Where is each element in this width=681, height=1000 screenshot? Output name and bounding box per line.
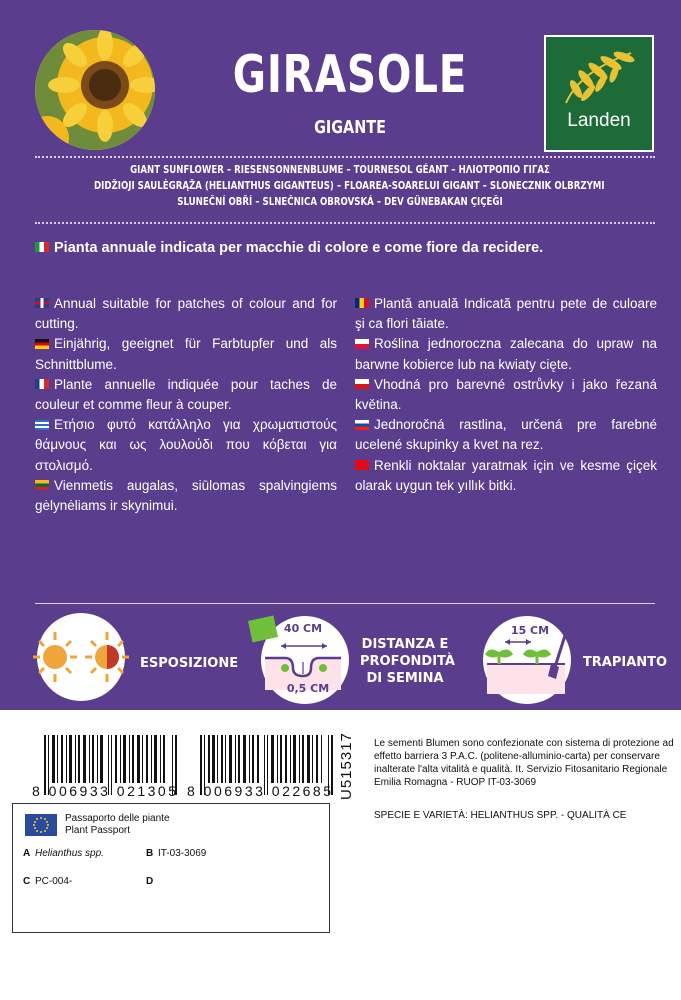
divider <box>35 222 655 224</box>
passport-d-label: D <box>146 876 154 887</box>
eu-flag-icon <box>25 814 57 836</box>
poland-flag-icon <box>355 339 369 349</box>
depth-value: 0,5 CM <box>286 682 330 695</box>
passport-a-value: Helianthus spp. <box>35 848 104 859</box>
czech-flag-icon <box>355 379 369 389</box>
sowing-distance-label: DISTANZA E PROFONDITÀ DI SEMINA <box>360 637 455 686</box>
product-subtitle: GIGANTE <box>314 117 386 138</box>
exposure-label: ESPOSIZIONE <box>140 656 239 671</box>
desc-gr: Ετήσιο φυτό κατάλληλο για χρωματιστούς θάμνους και ως λουλούδι που κόβεται για στολισμό. <box>35 417 337 473</box>
romania-flag-icon <box>355 298 369 308</box>
desc-pl: Roślina jednoroczna zalecana do upraw na barwne kobierce lub na kwiaty cięte. <box>355 336 657 372</box>
plant-passport <box>12 803 330 933</box>
leaf-icon <box>546 41 652 111</box>
passport-b-label: B <box>146 848 154 859</box>
barcode-2-number: 8 006933 022685 <box>187 783 334 799</box>
desc-cz: Vhodná pro barevné ostrůvky i jako řezaná květina. <box>355 376 657 413</box>
greece-flag-icon <box>35 420 49 430</box>
transplant-distance-value: 15 CM <box>510 624 550 637</box>
names-line: DIDŽIOJI SAULĖGRĄŽA (HELIANTHUS GIGANTEUS) – FLOAREA-SOARELUI GIGANT – SLONECZNIK OLBRZYMI <box>94 180 605 192</box>
landen-logo <box>544 35 654 152</box>
desc-fr: Plante annuelle indiquée pour taches de couleur et comme fleur à couper. <box>35 376 337 413</box>
desc-tr: Renkli noktalar yaratmak için ve kesme çiçek olarak uygun tek yıllık bitki. <box>355 457 657 493</box>
divider <box>35 156 655 158</box>
transplant-label: TRAPIANTO <box>582 655 668 670</box>
description-column-left <box>35 294 337 516</box>
desc-sk: Jednoročná rastlina, určená pre farebné ucelené skupinky a kvet na rez. <box>355 417 657 453</box>
barcode-1-number: 8 006933 021305 <box>32 783 179 799</box>
packaging-note: Le sementi Blumen sono confezionate con sistema di protezione ad effetto barriera 3 P.A.C. (politene-alluminio-carta) per conservare inalterate l'alta vitalità e qualità. It. Servizio Fitosanitario Regionale Emilia Romagna - RUOP IT-03-3069 <box>374 738 674 788</box>
product-code: U515317 <box>338 732 355 800</box>
desc-de: Einjährig, geeignet für Farbtupfer und als Schnittblume. <box>35 336 337 372</box>
divider <box>35 603 655 604</box>
desc-lt: Vienmetis augalas, siūlomas spalvingiems gėlynėliams ir skynimui. <box>35 477 337 514</box>
passport-a-label: A <box>23 848 31 859</box>
common-names <box>94 162 605 210</box>
passport-c-label: C <box>23 876 31 887</box>
turkey-flag-icon <box>355 460 369 470</box>
italy-flag-icon <box>35 242 49 252</box>
names-line: GIANT SUNFLOWER – RIESENSONNENBLUME – TOURNESOL GÉANT – ΗΛΙΟΤΡΟΠΙΟ ΓΙΓΑΣ <box>130 164 550 176</box>
logo-text: Landen <box>567 110 631 131</box>
product-title: GIRASOLE <box>232 45 468 105</box>
italian-description: Pianta annuale indicata per macchie di colore e come fiore da recidere. <box>35 240 543 256</box>
sunflower-photo <box>35 30 155 150</box>
slovakia-flag-icon <box>355 420 369 430</box>
species-quality: SPECIE E VARIETÀ: HELIANTHUS SPP. - QUALITÀ CE <box>374 810 627 821</box>
lithuania-flag-icon <box>35 480 49 490</box>
france-flag-icon <box>35 379 49 389</box>
desc-en: Annual suitable for patches of colour and for cutting. <box>35 296 337 332</box>
passport-b-value: IT-03-3069 <box>158 848 207 859</box>
passport-title: Passaporto delle piante Plant Passport <box>65 813 170 836</box>
germany-flag-icon <box>35 339 49 349</box>
distance-value: 40 CM <box>283 622 323 635</box>
desc-ro: Plantă anuală Indicată pentru pete de culoare şi ca flori tăiate. <box>355 296 657 332</box>
names-line: SLUNEČNÍ OBŘÍ – SLNEČNICA OBROVSKÁ – DEV GÜNEBAKAN ÇIÇEĞI <box>177 196 503 208</box>
description-column-right <box>355 294 657 496</box>
exposure-icon <box>22 612 140 702</box>
uk-flag-icon <box>35 298 49 308</box>
passport-c-value: PC-004- <box>35 876 73 887</box>
